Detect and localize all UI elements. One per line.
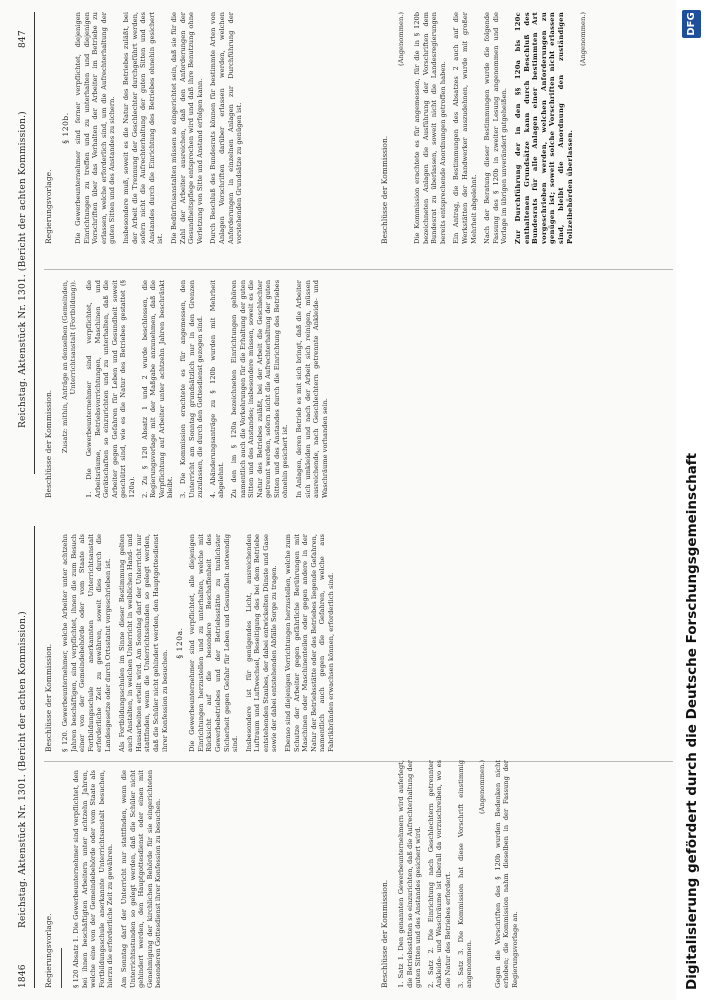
head-rule-left [34, 526, 35, 988]
dfg-logo: DFG [682, 10, 701, 38]
column-title: Regierungsvorlage. [44, 169, 53, 244]
column-title: Beschlüsse der Kommission. [380, 879, 389, 988]
paragraph: Als Fortbildungsschulen im Sinne dieser Bestimmung gelten auch Anstalten, in welchen Unterricht in weiblichen Hand- und Hausarbeiten erteilt wird. Am Sonntag darf der Unterricht nur stattfinden, wenn die Unterrichtsstunden so gelegt werden, daß die Schüler nicht gehindert werden, den Hauptgottesdienst ihrer Konfession zu besuchen. [117, 534, 169, 752]
column-title: Regierungsvorlage. [44, 913, 53, 988]
paragraph: Gegen die Vorschriften des § 120b wurden Bedenken nicht erhoben; die Kommission nahm dieselben in der Fassung der Regierungsvorlage an. [493, 760, 519, 988]
column-beschluesse-lower-right [378, 12, 677, 244]
paragraph: Durch Beschluß des Bundesrats können für bestimmte Arten von Anlagen Vorschriften darüber erlassen werden, welchen Anforderungen in einzelnen Anlagen zur Durchführung der vorstehenden Grundsätze zu genügen ist. [209, 12, 244, 244]
paragraph: Ebenso sind diejenigen Vorrichtungen herzustellen, welche zum Schutze der Arbeiter gegen gefährliche Berührungen mit Maschinen oder Maschinenteilen oder gegen andere in der Natur der Betriebsstätte oder des Betriebes liegende Gefahren, namentlich auch gegen die Gefahren, welche aus Fabrikbränden erwachsen können, erforderlich sind. [284, 534, 336, 752]
bold-paragraph: Zur Durchführung der in den §§ 120a bis 120c enthaltenen Grundsätze kann durch Beschluß des Bundesrats für alle Anlagen einer bestimmten Art vorgeschrieben werden, welchen Anforderungen zu genügen ist; soweit solche Vorschriften nicht erlassen sind, bleibt die Anordnung den zuständigen Polizeibehörden überlassen. [513, 12, 574, 244]
numbered-item: 4. Abänderungsanträge zu § 120b wurden mit Mehrheit abgelehnt. [208, 280, 226, 498]
column-note: (Angenommen.) [477, 760, 486, 814]
center-running-head: Reichstag. Aktenstück Nr. 1301. (Bericht der achten Kommission.) [18, 111, 28, 428]
paragraph: Die Kommission erachtete es für angemessen, für die in § 120b bezeichneten Anlagen die Ausführung der Vorschriften dem Bundesrat zu überlassen, soweit nicht die Landesregierungen bereits entsprechende Anordnungen getroffen haben. [413, 12, 447, 244]
section-heading: § 120b. [61, 112, 70, 144]
column-note: (Angenommen.) [397, 12, 405, 66]
paragraph: In Anlagen, deren Betrieb es mit sich bringt, daß die Arbeiter sich umkleiden und nach der Arbeit sich reinigen, müssen ausreichende, nach Geschlechtern getrennte Ankleide- und Waschräume vorhanden sein. [295, 280, 329, 498]
sidebar-rotated [676, 0, 707, 1000]
paragraph: Die Gewerbeunternehmer sind verpflichtet, alle diejenigen Einrichtungen herzustellen und zu unterhalten, welche mit Rücksicht auf die besondere Beschaffenheit des Gewerbebetriebes und der Betriebsstätte zu tunlichster Sicherheit gegen Gefahr für Leben und Gesundheit notwendig sind. [188, 534, 240, 752]
column-note: Zusatz: mithin, Anträge an denselben (Gemeinden, Unterrichtsanstalt (Fortbildung)). [61, 280, 77, 453]
paragraph: § 120 Absatz 1. Die Gewerbeunternehmer sind verpflichtet, den bei ihnen beschäftigten Arbeitern unter achtzehn Jahren, welche eine von der Gemeindebehörde oder vom Staate als Fortbildungsschule anerkannte Unterrichtsanstalt besuchen, hierzu die erforderliche Zeit zu gewähren. [72, 770, 115, 988]
paragraph: § 120. Gewerbeunternehmer, welche Arbeiter unter achtzehn Jahren beschäftigen, sind verpflichtet, ihnen die zum Besuch einer von der Gemeindebehörde oder vom Staate als Fortbildungsschule anerkannten Unterrichtsanstalt erforderliche Zeit zu gewähren, soweit dies durch die Landesgesetze oder durch Ortsstatut vorgeschrieben ist. [61, 534, 112, 752]
paragraph: Ein Antrag, die Bestimmungen des Absatzes 2 auch auf die Werkstätten der Handwerker auszudehnen, wurde mit großer Mehrheit abgelehnt. [452, 12, 478, 244]
column-title: Beschlüsse der Kommission. [44, 389, 53, 498]
column-beschluesse-left [42, 534, 677, 752]
page-frame [18, 12, 681, 988]
right-page-number: 847 [18, 30, 28, 48]
column-beschluesse-lower-left [378, 760, 677, 988]
numbered-item: 2. Satz 2. Die Einrichtung nach Geschlechtern getrennter Ankleide- und Waschräume ist überall da vorzuschreiben, wo es die Natur des Betriebes erfordert. [426, 760, 452, 988]
paragraph: Insbesondere ist für genügendes Licht, ausreichenden Luftraum und Luftwechsel, Beseitigung des bei dem Betriebe entstehenden Staubes, der dabei entwickelten Dünste und Gase sowie der dabei entstehenden Abfälle Sorge zu tragen. [244, 534, 279, 752]
numbered-item: 1. Satz 1. Den genannten Gewerbeunternehmern wird auferlegt, die Betriebsstätten so einzurichten, daß die Aufrechterhaltung der guten Sitten und des Anstandes gesichert wird. [397, 760, 423, 988]
numbered-item: 1. Die Gewerbeunternehmer sind verpflichtet, die Arbeitsräume, Betriebsvorrichtungen, Maschinen und Gerätschaften so einzurichten und zu unterhalten, daß die Arbeiter gegen Gefahren für Leben und Gesundheit soweit geschützt sind, wie es die Natur des Betriebes gestattet (§ 120a). [85, 280, 136, 498]
left-page-number: 1846 [18, 964, 28, 988]
paragraph: Zu den im § 120a bezeichneten Einrichtungen gehören namentlich auch die Vorkehrungen für die Erhaltung der guten Sitten und des Anstandes; insbesondere müssen, soweit es die Natur des Betriebes zuläßt, bei der Arbeit die Geschlechter getrennt werden, sofern nicht die Aufrechterhaltung der guten Sitten und des Anstandes durch die Einrichtung des Betriebes ohnehin gesichert ist. [229, 280, 290, 498]
divider [61, 948, 62, 988]
paragraph: Nach der Beratung dieser Bestimmungen wurde die folgende Fassung des § 120b in zweiter Lesung angenommen und die Vorlage im übrigen unverändert gutgeheißen. [483, 12, 509, 244]
numbered-item: 3. Satz 3. Die Kommission hat diese Vorschrift einstimmig angenommen. [456, 760, 474, 988]
column-note: (Angenommen.) [579, 12, 588, 66]
column-title: Beschlüsse der Kommission. [380, 135, 389, 244]
numbered-item: 3. Die Kommission erachtete es für angemessen, den Unterricht am Sonntag grundsätzlich nur in den Grenzen zuzulassen, die durch den Gottesdienst gezogen sind. [178, 280, 205, 498]
funding-notice: Digitalisierung gefördert durch die Deutsche Forschungsgemeinschaft [684, 452, 700, 990]
section-heading: § 120a. [175, 627, 185, 659]
column-title: Beschlüsse der Kommission. [44, 643, 53, 752]
left-running-head: Reichstag. Aktenstück Nr. 1301. (Bericht der achten Kommission.) [18, 611, 28, 928]
head-rule-right [34, 12, 35, 474]
paragraph: Insbesondere muß, soweit es die Natur des Betriebes zuläßt, bei der Arbeit die Trennung der Geschlechter durchgeführt werden, sofern nicht die Aufrechterhaltung der guten Sitten und des Anstandes durch die Einrichtung des Betriebes ohnehin gesichert ist. [121, 12, 165, 244]
paragraph: Die Gewerbeunternehmer sind ferner verpflichtet, diejenigen Einrichtungen zu treffen und zu unterhalten und diejenigen Vorschriften über das Verhalten der Arbeiter im Betriebe zu erlassen, welche erforderlich sind, um die Aufrechterhaltung der guten Sitten und des Anstandes zu sichern. [74, 12, 117, 244]
paragraph: Die Bedürfnisanstalten müssen so eingerichtet sein, daß sie für die Zahl der Arbeiter ausreichen, daß den Anforderungen der Gesundheitspflege entsprochen wird und daß ihre Benutzung ohne Verletzung von Sitte und Anstand erfolgen kann. [169, 12, 204, 244]
numbered-item: 2. Zu § 120 Absatz 1 und 2 wurde beschlossen, die Regierungsvorlage mit der Maßgabe anzunehmen, daß die Verpflichtung auf Arbeiter unter achtzehn Jahren beschränkt bleibt. [140, 280, 175, 498]
paragraph: Am Sonntag darf der Unterricht nur stattfinden, wenn die Unterrichtsstunden so gelegt werden, daß die Schüler nicht gehindert werden, den Hauptgottesdienst oder einen mit Genehmigung der kirchlichen Behörde für sie eingerichteten besonderen Gottesdienst ihrer Konfession zu besuchen. [119, 770, 163, 988]
column-divider [44, 269, 673, 270]
funding-sidebar [676, 0, 707, 1000]
column-beschluesse-middle [42, 280, 677, 498]
